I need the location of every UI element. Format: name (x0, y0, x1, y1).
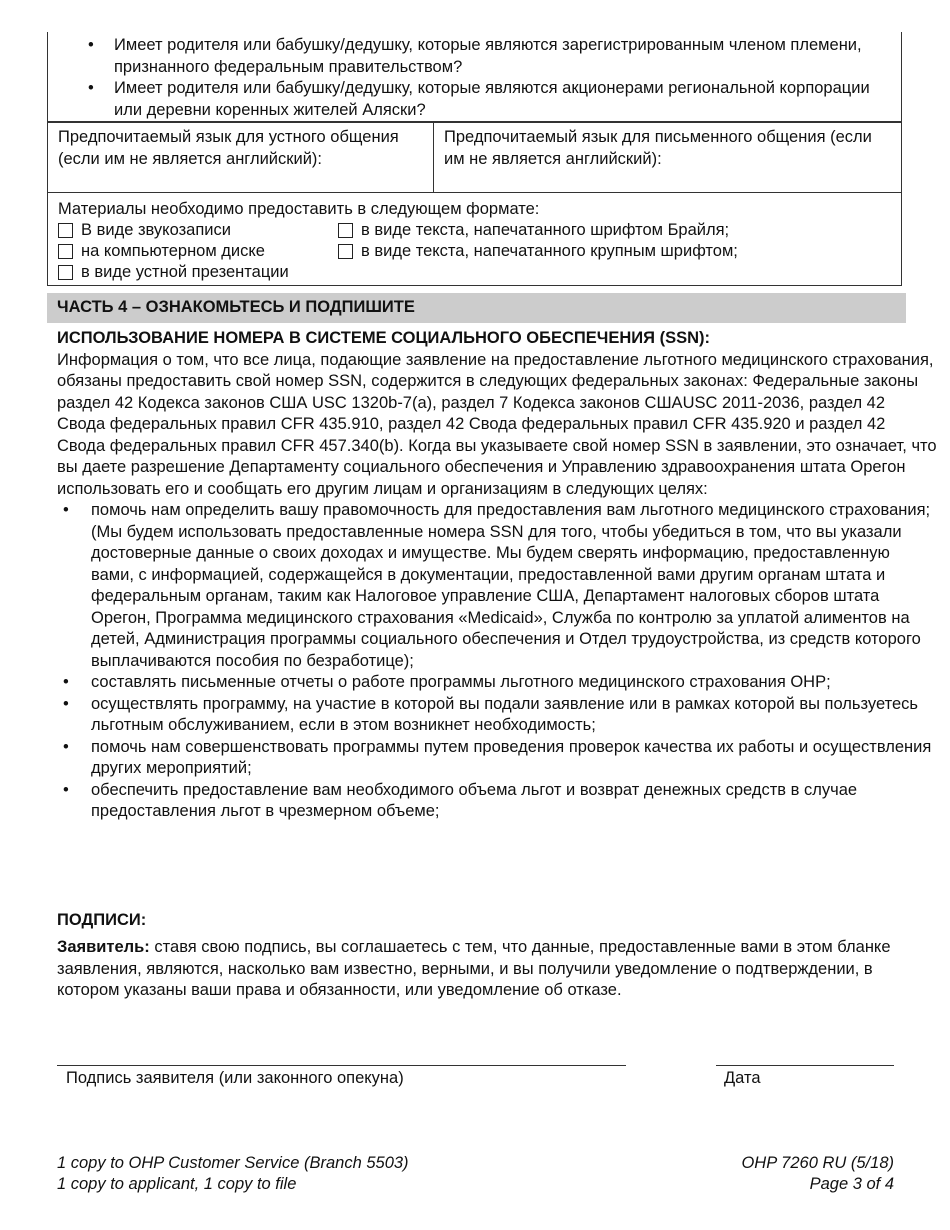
eligibility-bullet: • Имеет родителя или бабушку/дедушку, которые являются акционерами региональной корпорации или деревни коренных жителей Аляски? (48, 78, 901, 121)
ssn-section (57, 328, 937, 823)
footer-form-info (741, 1153, 894, 1195)
spoken-language-label: Предпочитаемый язык для устного общения (если им не является английский): (58, 128, 399, 168)
eligibility-bullet: • Имеет родителя или бабушку/дедушку, которые являются зарегистрированным членом племени, признанного федеральным правительством? (48, 35, 901, 78)
format-oral-option[interactable] (58, 262, 338, 283)
braille-label: в виде текста, напечатанного шрифтом Брайля; (361, 220, 730, 239)
disk-checkbox[interactable] (58, 244, 73, 259)
braille-checkbox[interactable] (338, 223, 353, 238)
large-print-label: в виде текста, напечатанного крупным шрифтом; (361, 241, 738, 260)
format-options (47, 193, 902, 286)
list-item: • обеспечить предоставление вам необходимого объема льгот и возврат денежных средств в случае предоставления льгот в чрезмерном объеме; (57, 780, 937, 823)
part4-section-title: ЧАСТЬ 4 – ОЗНАКОМЬТЕСЬ И ПОДПИШИТЕ (47, 293, 906, 323)
list-item: • помочь нам совершенствовать программы путем проведения проверок качества их работы и осуществления других мероприятий; (57, 737, 937, 780)
footer-left-line1: 1 copy to OHP Customer Service (Branch 5503) (57, 1154, 409, 1172)
date-line[interactable] (716, 1065, 894, 1066)
disk-label: на компьютерном диске (81, 241, 265, 260)
applicant-statement (57, 937, 907, 1002)
oral-checkbox[interactable] (58, 265, 73, 280)
list-item: • составлять письменные отчеты о работе программы льготного медицинского страхования OHP; (57, 672, 937, 694)
date-label: Дата (724, 1069, 761, 1087)
written-language-label: Предпочитаемый язык для письменного общения (если им не является английский): (444, 128, 872, 168)
format-large-print-option[interactable] (338, 241, 891, 262)
list-item: • осуществлять программу, на участие в которой вы подали заявление или в рамках которой вы пользуетесь льготным обслуживанием, если в этом возникнет необходимость; (57, 694, 937, 737)
signature-label: Подпись заявителя (или законного опекуна) (66, 1069, 404, 1087)
written-language-field[interactable] (434, 123, 901, 192)
ssn-purpose-list (57, 500, 937, 823)
signature-line[interactable] (57, 1065, 626, 1066)
language-row (47, 122, 902, 193)
page-number: Page 3 of 4 (809, 1175, 894, 1193)
ssn-heading: ИСПОЛЬЗОВАНИЕ НОМЕРА В СИСТЕМЕ СОЦИАЛЬНОГО ОБЕСПЕЧЕНИЯ (SSN): (57, 329, 710, 347)
footer-distribution (57, 1153, 409, 1195)
ssn-paragraph: Информация о том, что все лица, подающие заявление на предоставление льготного медицинского страхования, обязаны предоставить свой номер SSN, содержится в следующих федеральных законах: Федеральные законы раздел 42 Кодекса законов США USC 1320b-7(a), раздел 7 Кодекса законов СШАUSC 2011-2036, раздел 42 Свода федеральных правил CFR 435.910, раздел 42 Свода федеральных правил CFR 435.920 и раздел 42 Свода федеральных правил CFR 457.340(b). Когда вы указываете свой номер SSN в заявлении, это означает, что вы даете разрешение Департаменту социального обеспечения и Управлению здравоохранения штата Орегон использовать его и сообщать его другим лицам и организациям в следующих целях: (57, 350, 937, 498)
format-audio-option[interactable] (58, 220, 338, 241)
applicant-bold-label: Заявитель: (57, 938, 150, 956)
format-disk-option[interactable] (58, 241, 338, 262)
list-item: • помочь нам определить вашу правомочность для предоставления вам льготного медицинского страхования; (Мы будем использовать предоставленные номера SSN для того, чтобы убедиться в том, что вы указали достоверные данные о своих доходах и имуществе. Мы будем сверять информацию, предоставленную вами, с информацией, содержащейся в документации, предоставленной вами другим органам штата и федеральным органам, таким как Налоговое управление США, Департамент налоговых сборов штата Орегон, Программа медицинского страхования «Medicaid», Служба по контролю за уплатой алиментов на детей, Администрация программы социального обеспечения и Отдел трудоустройства, из средств которого выплачиваются пособия по безработице); (57, 500, 937, 672)
format-prompt: Материалы необходимо предоставить в следующем формате: (58, 200, 540, 218)
spoken-language-field[interactable] (48, 123, 434, 192)
eligibility-questions (47, 32, 902, 122)
format-braille-option[interactable] (338, 220, 891, 241)
signatures-heading: ПОДПИСИ: (57, 911, 147, 929)
oral-label: в виде устной презентации (81, 262, 289, 281)
large-print-checkbox[interactable] (338, 244, 353, 259)
applicant-text: ставя свою подпись, вы соглашаетесь с тем, что данные, предоставленные вами в этом бланке заявления, являются, насколько вам известно, верными, и вы получили уведомление о подтверждении, в котором указаны ваши права и обязанности, или уведомление об отказе. (57, 938, 891, 999)
form-table (47, 32, 902, 286)
form-id: OHP 7260 RU (5/18) (741, 1154, 894, 1172)
audio-checkbox[interactable] (58, 223, 73, 238)
audio-label: В виде звукозаписи (81, 220, 231, 239)
footer-left-line2: 1 copy to applicant, 1 copy to file (57, 1175, 297, 1193)
